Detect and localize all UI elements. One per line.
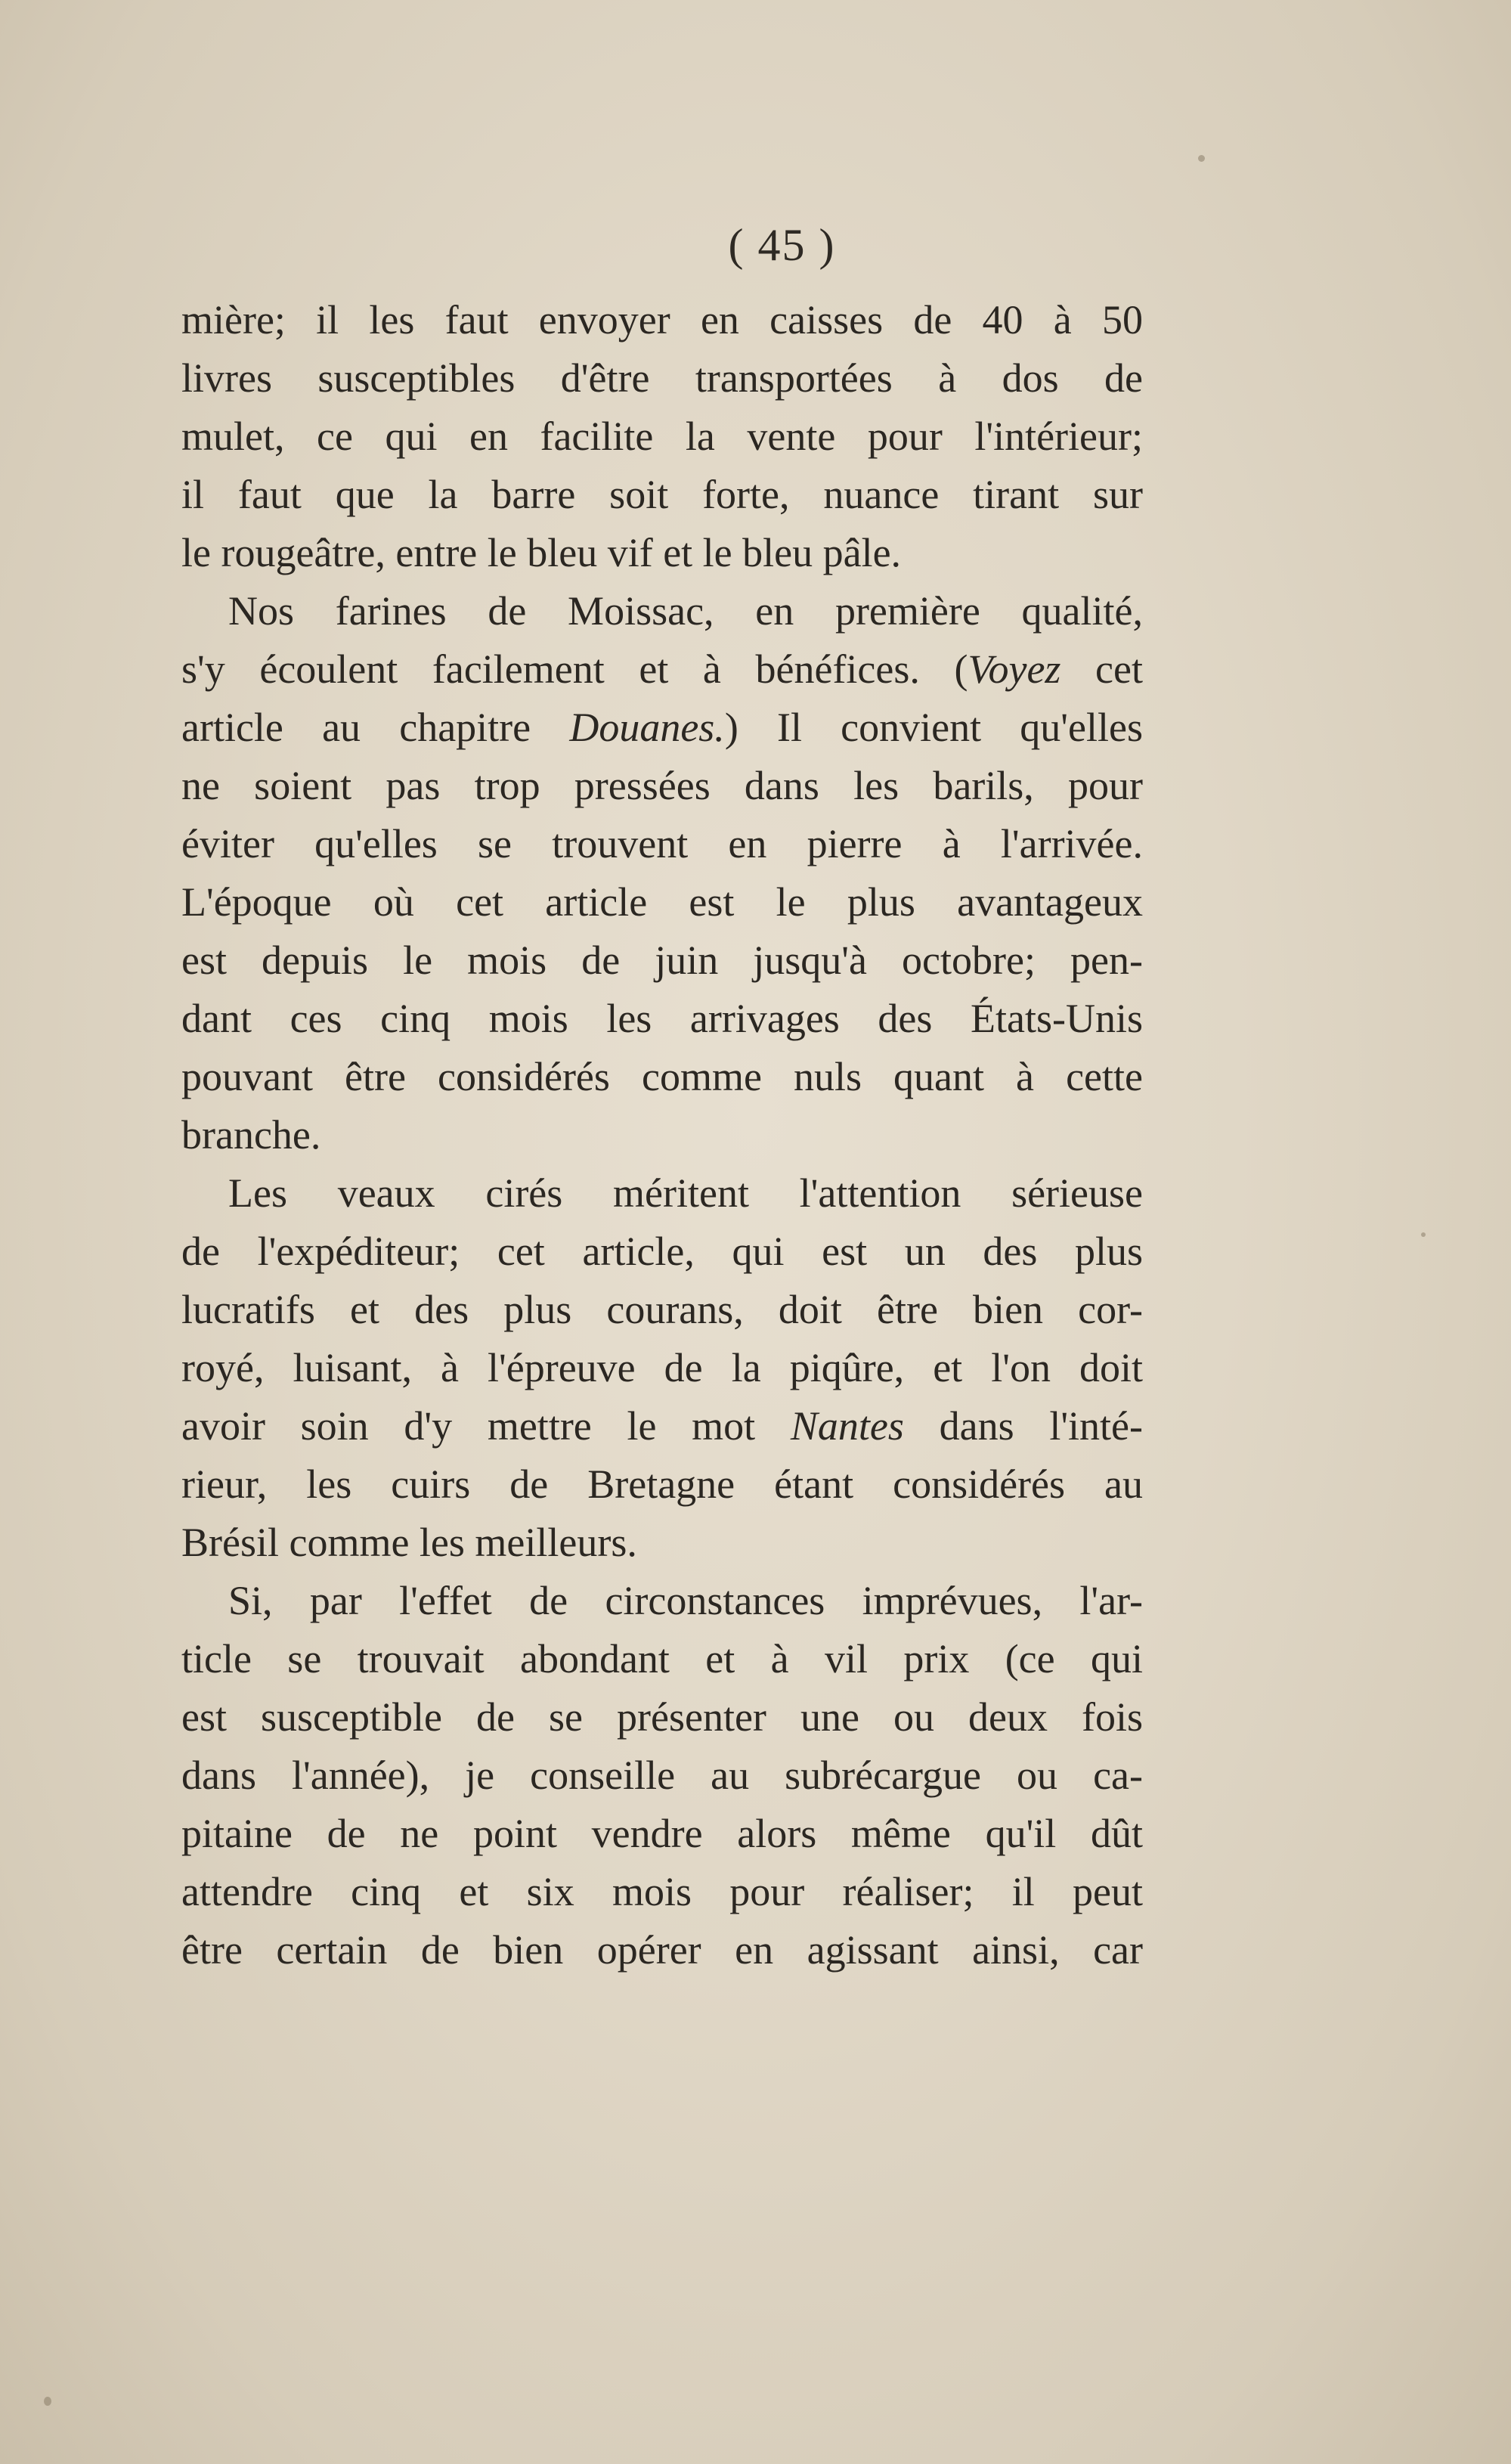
- text-line: avoir soin d'y mettre le mot Nantes dans l'inté-: [181, 1403, 1143, 1449]
- text-line: ticle se trouvait abondant et à vil prix (ce qui: [181, 1636, 1143, 1681]
- text-line: royé, luisant, à l'épreuve de la piqûre, et l'on doit: [181, 1345, 1143, 1390]
- text-line: pitaine de ne point vendre alors même qu'il dût: [181, 1811, 1143, 1856]
- paper-speck: [44, 2397, 51, 2406]
- page-number: ( 45 ): [728, 220, 836, 270]
- text-line: lucratifs et des plus courans, doit être bien cor-: [181, 1287, 1143, 1332]
- text-line: attendre cinq et six mois pour réaliser; il peut: [181, 1869, 1143, 1914]
- text-line: Nos farines de Moissac, en première qualité,: [228, 588, 1143, 634]
- text-line: est depuis le mois de juin jusqu'à octobre; pen-: [181, 938, 1143, 983]
- text-line: éviter qu'elles se trouvent en pierre à l'arrivée.: [181, 821, 1143, 866]
- text-line: Si, par l'effet de circonstances imprévues, l'ar-: [228, 1578, 1143, 1623]
- text-line: est susceptible de se présenter une ou deux fois: [181, 1694, 1143, 1740]
- text-line: pouvant être considérés comme nuls quant à cette: [181, 1054, 1143, 1099]
- text-line: livres susceptibles d'être transportées à dos de: [181, 355, 1143, 401]
- text-line: rieur, les cuirs de Bretagne étant considérés au: [181, 1461, 1143, 1507]
- text-line: le rougeâtre, entre le bleu vif et le bleu pâle.: [181, 530, 902, 575]
- text-line: mulet, ce qui en facilite la vente pour l'intérieur;: [181, 414, 1143, 459]
- text-line: dans l'année), je conseille au subrécargue ou ca-: [181, 1753, 1143, 1798]
- text-line: être certain de bien opérer en agissant ainsi, car: [181, 1927, 1143, 1973]
- text-line: s'y écoulent facilement et à bénéfices. (Voyez cet: [181, 646, 1143, 692]
- text-line: Brésil comme les meilleurs.: [181, 1520, 637, 1565]
- paper-speck: [1421, 1232, 1426, 1237]
- text-line: L'époque où cet article est le plus avantageux: [181, 879, 1143, 925]
- text-line: dant ces cinq mois les arrivages des États-Unis: [181, 996, 1143, 1041]
- text-line: de l'expéditeur; cet article, qui est un des plus: [181, 1229, 1143, 1274]
- text-line: mière; il les faut envoyer en caisses de 40 à 50: [181, 297, 1143, 342]
- text-line: il faut que la barre soit forte, nuance tirant sur: [181, 472, 1143, 517]
- body-text: [181, 291, 1143, 1979]
- text-line: Les veaux cirés méritent l'attention sérieuse: [228, 1170, 1143, 1216]
- text-line: article au chapitre Douanes.) Il convient qu'elles: [181, 705, 1143, 750]
- text-line: ne soient pas trop pressées dans les barils, pour: [181, 763, 1143, 808]
- text-line: branche.: [181, 1112, 321, 1158]
- paper-speck: [1198, 155, 1205, 162]
